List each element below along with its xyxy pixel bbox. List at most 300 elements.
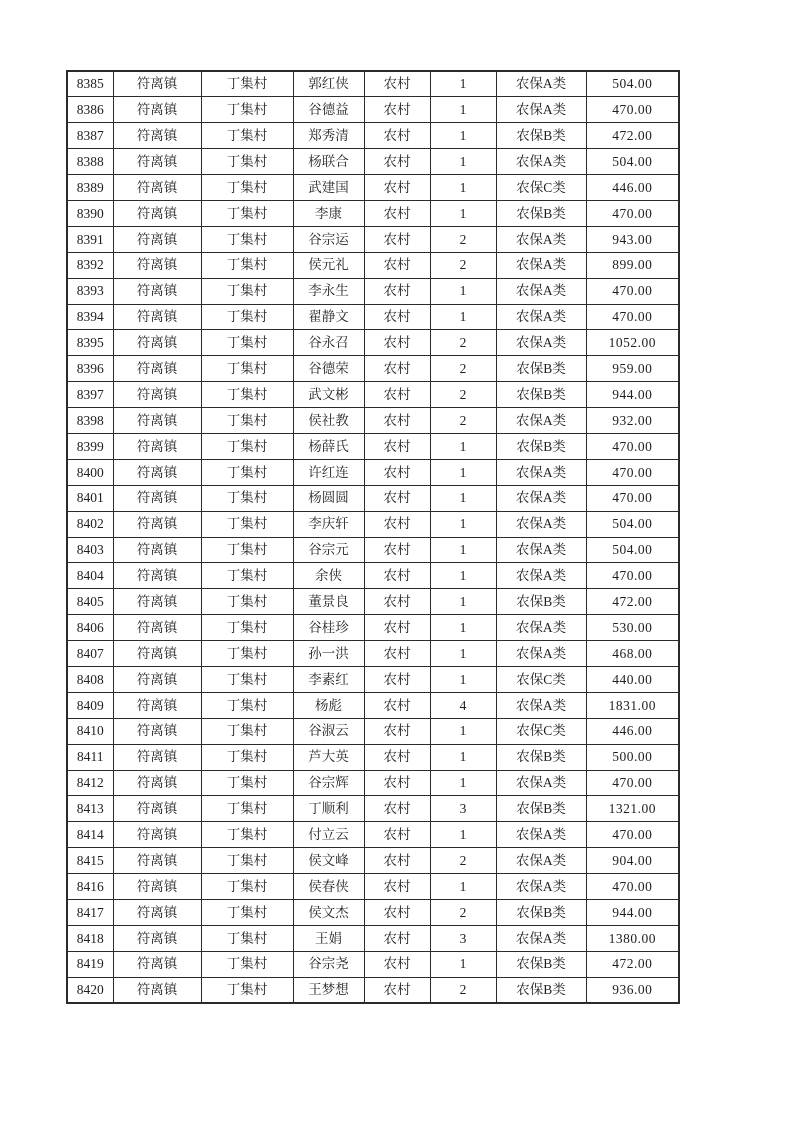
table-row <box>67 304 679 330</box>
table-row <box>67 252 679 278</box>
cell-insurance-category: 农保A类 <box>496 537 586 563</box>
cell-amount: 472.00 <box>586 951 679 977</box>
cell-row-number: 8408 <box>67 666 113 692</box>
cell-row-number: 8418 <box>67 925 113 951</box>
cell-insurance-category: 农保A类 <box>496 485 586 511</box>
cell-row-number: 8388 <box>67 149 113 175</box>
cell-town: 符离镇 <box>113 563 201 589</box>
cell-village: 丁集村 <box>201 796 293 822</box>
table-row <box>67 226 679 252</box>
cell-amount: 504.00 <box>586 511 679 537</box>
cell-row-number: 8405 <box>67 589 113 615</box>
cell-row-number: 8410 <box>67 718 113 744</box>
table-row <box>67 200 679 226</box>
cell-insurance-category: 农保B类 <box>496 796 586 822</box>
cell-person-name: 杨联合 <box>293 149 364 175</box>
cell-insurance-category: 农保A类 <box>496 692 586 718</box>
cell-village: 丁集村 <box>201 382 293 408</box>
cell-village: 丁集村 <box>201 563 293 589</box>
cell-residence-type: 农村 <box>364 666 430 692</box>
cell-village: 丁集村 <box>201 692 293 718</box>
cell-amount: 904.00 <box>586 848 679 874</box>
table-row <box>67 925 679 951</box>
cell-row-number: 8415 <box>67 848 113 874</box>
cell-person-count: 1 <box>430 459 496 485</box>
cell-person-count: 1 <box>430 123 496 149</box>
cell-amount: 959.00 <box>586 356 679 382</box>
cell-town: 符离镇 <box>113 97 201 123</box>
cell-person-name: 谷德荣 <box>293 356 364 382</box>
cell-row-number: 8395 <box>67 330 113 356</box>
table-row <box>67 175 679 201</box>
table-row <box>67 589 679 615</box>
cell-insurance-category: 农保C类 <box>496 666 586 692</box>
cell-village: 丁集村 <box>201 175 293 201</box>
cell-person-count: 1 <box>430 589 496 615</box>
cell-insurance-category: 农保A类 <box>496 641 586 667</box>
table-row <box>67 511 679 537</box>
cell-residence-type: 农村 <box>364 200 430 226</box>
cell-town: 符离镇 <box>113 848 201 874</box>
table-row <box>67 951 679 977</box>
cell-town: 符离镇 <box>113 226 201 252</box>
cell-person-count: 3 <box>430 925 496 951</box>
table-row <box>67 356 679 382</box>
cell-row-number: 8396 <box>67 356 113 382</box>
table-body <box>67 71 679 1003</box>
cell-person-count: 2 <box>430 330 496 356</box>
cell-residence-type: 农村 <box>364 796 430 822</box>
cell-village: 丁集村 <box>201 433 293 459</box>
cell-town: 符离镇 <box>113 925 201 951</box>
cell-insurance-category: 农保A类 <box>496 874 586 900</box>
cell-person-name: 武建国 <box>293 175 364 201</box>
insurance-payment-table <box>66 70 680 1004</box>
cell-town: 符离镇 <box>113 641 201 667</box>
cell-residence-type: 农村 <box>364 382 430 408</box>
cell-person-count: 1 <box>430 537 496 563</box>
cell-residence-type: 农村 <box>364 485 430 511</box>
cell-village: 丁集村 <box>201 71 293 97</box>
cell-village: 丁集村 <box>201 459 293 485</box>
table-row <box>67 123 679 149</box>
cell-insurance-category: 农保A类 <box>496 615 586 641</box>
cell-person-count: 1 <box>430 641 496 667</box>
cell-residence-type: 农村 <box>364 459 430 485</box>
cell-residence-type: 农村 <box>364 770 430 796</box>
cell-village: 丁集村 <box>201 951 293 977</box>
cell-village: 丁集村 <box>201 900 293 926</box>
table-row <box>67 615 679 641</box>
cell-amount: 440.00 <box>586 666 679 692</box>
cell-residence-type: 农村 <box>364 71 430 97</box>
cell-row-number: 8386 <box>67 97 113 123</box>
cell-person-count: 3 <box>430 796 496 822</box>
cell-town: 符离镇 <box>113 900 201 926</box>
cell-person-name: 李素红 <box>293 666 364 692</box>
cell-town: 符离镇 <box>113 71 201 97</box>
cell-person-count: 1 <box>430 951 496 977</box>
cell-person-name: 董景良 <box>293 589 364 615</box>
cell-residence-type: 农村 <box>364 925 430 951</box>
cell-insurance-category: 农保A类 <box>496 330 586 356</box>
cell-insurance-category: 农保B类 <box>496 900 586 926</box>
cell-residence-type: 农村 <box>364 356 430 382</box>
cell-village: 丁集村 <box>201 874 293 900</box>
cell-person-count: 1 <box>430 71 496 97</box>
cell-insurance-category: 农保A类 <box>496 848 586 874</box>
cell-village: 丁集村 <box>201 200 293 226</box>
cell-town: 符离镇 <box>113 304 201 330</box>
cell-town: 符离镇 <box>113 537 201 563</box>
cell-person-name: 王娟 <box>293 925 364 951</box>
cell-person-count: 2 <box>430 356 496 382</box>
cell-row-number: 8404 <box>67 563 113 589</box>
cell-residence-type: 农村 <box>364 641 430 667</box>
cell-town: 符离镇 <box>113 796 201 822</box>
cell-insurance-category: 农保A类 <box>496 149 586 175</box>
cell-person-count: 1 <box>430 563 496 589</box>
cell-village: 丁集村 <box>201 537 293 563</box>
table-row <box>67 692 679 718</box>
cell-person-name: 王梦想 <box>293 977 364 1003</box>
cell-row-number: 8385 <box>67 71 113 97</box>
cell-insurance-category: 农保A类 <box>496 770 586 796</box>
cell-town: 符离镇 <box>113 433 201 459</box>
cell-village: 丁集村 <box>201 304 293 330</box>
cell-insurance-category: 农保A类 <box>496 563 586 589</box>
cell-amount: 504.00 <box>586 149 679 175</box>
cell-person-name: 武文彬 <box>293 382 364 408</box>
cell-village: 丁集村 <box>201 278 293 304</box>
cell-town: 符离镇 <box>113 149 201 175</box>
cell-residence-type: 农村 <box>364 744 430 770</box>
cell-amount: 1831.00 <box>586 692 679 718</box>
cell-residence-type: 农村 <box>364 615 430 641</box>
cell-residence-type: 农村 <box>364 252 430 278</box>
table-row <box>67 433 679 459</box>
cell-row-number: 8400 <box>67 459 113 485</box>
table-row <box>67 330 679 356</box>
cell-row-number: 8391 <box>67 226 113 252</box>
cell-amount: 470.00 <box>586 822 679 848</box>
cell-person-count: 1 <box>430 511 496 537</box>
cell-village: 丁集村 <box>201 770 293 796</box>
cell-insurance-category: 农保B类 <box>496 951 586 977</box>
table-row <box>67 822 679 848</box>
cell-person-count: 2 <box>430 408 496 434</box>
cell-insurance-category: 农保C类 <box>496 175 586 201</box>
table-row <box>67 149 679 175</box>
cell-insurance-category: 农保B类 <box>496 382 586 408</box>
cell-insurance-category: 农保B类 <box>496 200 586 226</box>
cell-village: 丁集村 <box>201 848 293 874</box>
cell-person-name: 杨圆圆 <box>293 485 364 511</box>
cell-person-name: 侯文杰 <box>293 900 364 926</box>
table-row <box>67 770 679 796</box>
cell-village: 丁集村 <box>201 666 293 692</box>
cell-amount: 932.00 <box>586 408 679 434</box>
cell-residence-type: 农村 <box>364 123 430 149</box>
table-row <box>67 848 679 874</box>
cell-row-number: 8401 <box>67 485 113 511</box>
cell-residence-type: 农村 <box>364 278 430 304</box>
cell-row-number: 8403 <box>67 537 113 563</box>
cell-town: 符离镇 <box>113 459 201 485</box>
cell-amount: 1052.00 <box>586 330 679 356</box>
cell-amount: 1321.00 <box>586 796 679 822</box>
table-row <box>67 97 679 123</box>
cell-insurance-category: 农保A类 <box>496 511 586 537</box>
cell-person-name: 杨彪 <box>293 692 364 718</box>
cell-amount: 500.00 <box>586 744 679 770</box>
cell-person-count: 2 <box>430 900 496 926</box>
cell-row-number: 8411 <box>67 744 113 770</box>
cell-town: 符离镇 <box>113 175 201 201</box>
cell-residence-type: 农村 <box>364 149 430 175</box>
cell-residence-type: 农村 <box>364 97 430 123</box>
cell-person-name: 谷德益 <box>293 97 364 123</box>
cell-residence-type: 农村 <box>364 563 430 589</box>
cell-town: 符离镇 <box>113 951 201 977</box>
cell-person-name: 郑秀清 <box>293 123 364 149</box>
cell-town: 符离镇 <box>113 356 201 382</box>
cell-person-count: 1 <box>430 97 496 123</box>
cell-village: 丁集村 <box>201 97 293 123</box>
cell-person-name: 谷宗运 <box>293 226 364 252</box>
cell-amount: 899.00 <box>586 252 679 278</box>
cell-village: 丁集村 <box>201 641 293 667</box>
cell-town: 符离镇 <box>113 822 201 848</box>
cell-insurance-category: 农保A类 <box>496 71 586 97</box>
cell-residence-type: 农村 <box>364 874 430 900</box>
cell-person-name: 李永生 <box>293 278 364 304</box>
cell-person-count: 1 <box>430 433 496 459</box>
cell-person-name: 孙一洪 <box>293 641 364 667</box>
cell-person-count: 1 <box>430 615 496 641</box>
cell-village: 丁集村 <box>201 822 293 848</box>
cell-person-count: 1 <box>430 278 496 304</box>
cell-row-number: 8420 <box>67 977 113 1003</box>
table-row <box>67 641 679 667</box>
cell-town: 符离镇 <box>113 408 201 434</box>
table-row <box>67 563 679 589</box>
cell-residence-type: 农村 <box>364 511 430 537</box>
cell-amount: 530.00 <box>586 615 679 641</box>
cell-row-number: 8416 <box>67 874 113 900</box>
cell-insurance-category: 农保B类 <box>496 123 586 149</box>
cell-village: 丁集村 <box>201 615 293 641</box>
cell-village: 丁集村 <box>201 744 293 770</box>
cell-person-name: 侯社教 <box>293 408 364 434</box>
cell-village: 丁集村 <box>201 149 293 175</box>
cell-amount: 470.00 <box>586 770 679 796</box>
cell-person-name: 翟静文 <box>293 304 364 330</box>
cell-amount: 470.00 <box>586 433 679 459</box>
cell-amount: 944.00 <box>586 382 679 408</box>
cell-residence-type: 农村 <box>364 822 430 848</box>
cell-person-count: 4 <box>430 692 496 718</box>
cell-insurance-category: 农保A类 <box>496 822 586 848</box>
cell-town: 符离镇 <box>113 692 201 718</box>
table-row <box>67 744 679 770</box>
cell-residence-type: 农村 <box>364 900 430 926</box>
cell-amount: 468.00 <box>586 641 679 667</box>
cell-amount: 1380.00 <box>586 925 679 951</box>
cell-person-count: 1 <box>430 485 496 511</box>
table-row <box>67 796 679 822</box>
table-row <box>67 718 679 744</box>
cell-amount: 470.00 <box>586 874 679 900</box>
cell-person-count: 1 <box>430 770 496 796</box>
cell-insurance-category: 农保A类 <box>496 252 586 278</box>
cell-residence-type: 农村 <box>364 175 430 201</box>
cell-row-number: 8406 <box>67 615 113 641</box>
cell-village: 丁集村 <box>201 589 293 615</box>
table-row <box>67 977 679 1003</box>
cell-insurance-category: 农保B类 <box>496 433 586 459</box>
cell-village: 丁集村 <box>201 925 293 951</box>
cell-amount: 470.00 <box>586 304 679 330</box>
table-row <box>67 382 679 408</box>
cell-village: 丁集村 <box>201 356 293 382</box>
cell-insurance-category: 农保B类 <box>496 744 586 770</box>
cell-person-name: 李庆轩 <box>293 511 364 537</box>
cell-person-count: 1 <box>430 874 496 900</box>
cell-town: 符离镇 <box>113 200 201 226</box>
cell-amount: 504.00 <box>586 537 679 563</box>
cell-row-number: 8402 <box>67 511 113 537</box>
cell-person-count: 2 <box>430 226 496 252</box>
cell-town: 符离镇 <box>113 278 201 304</box>
cell-amount: 470.00 <box>586 278 679 304</box>
cell-residence-type: 农村 <box>364 589 430 615</box>
cell-residence-type: 农村 <box>364 408 430 434</box>
cell-town: 符离镇 <box>113 511 201 537</box>
cell-row-number: 8392 <box>67 252 113 278</box>
cell-person-name: 余侠 <box>293 563 364 589</box>
cell-residence-type: 农村 <box>364 718 430 744</box>
table-row <box>67 278 679 304</box>
cell-row-number: 8414 <box>67 822 113 848</box>
table-row <box>67 71 679 97</box>
cell-amount: 936.00 <box>586 977 679 1003</box>
cell-village: 丁集村 <box>201 408 293 434</box>
cell-person-name: 许红连 <box>293 459 364 485</box>
cell-residence-type: 农村 <box>364 537 430 563</box>
cell-person-name: 芦大英 <box>293 744 364 770</box>
cell-row-number: 8393 <box>67 278 113 304</box>
cell-town: 符离镇 <box>113 718 201 744</box>
cell-town: 符离镇 <box>113 874 201 900</box>
table-row <box>67 900 679 926</box>
cell-amount: 470.00 <box>586 485 679 511</box>
cell-village: 丁集村 <box>201 718 293 744</box>
table-row <box>67 874 679 900</box>
cell-insurance-category: 农保C类 <box>496 718 586 744</box>
cell-insurance-category: 农保B类 <box>496 589 586 615</box>
cell-village: 丁集村 <box>201 252 293 278</box>
cell-amount: 470.00 <box>586 563 679 589</box>
cell-village: 丁集村 <box>201 977 293 1003</box>
cell-person-name: 侯元礼 <box>293 252 364 278</box>
table-row <box>67 408 679 434</box>
cell-town: 符离镇 <box>113 744 201 770</box>
cell-insurance-category: 农保A类 <box>496 226 586 252</box>
cell-village: 丁集村 <box>201 485 293 511</box>
cell-person-count: 2 <box>430 977 496 1003</box>
cell-insurance-category: 农保A类 <box>496 925 586 951</box>
cell-amount: 470.00 <box>586 459 679 485</box>
table-row <box>67 485 679 511</box>
cell-row-number: 8409 <box>67 692 113 718</box>
cell-town: 符离镇 <box>113 977 201 1003</box>
cell-residence-type: 农村 <box>364 951 430 977</box>
cell-amount: 944.00 <box>586 900 679 926</box>
cell-village: 丁集村 <box>201 226 293 252</box>
cell-village: 丁集村 <box>201 123 293 149</box>
cell-amount: 472.00 <box>586 123 679 149</box>
cell-person-count: 1 <box>430 744 496 770</box>
cell-row-number: 8413 <box>67 796 113 822</box>
cell-amount: 472.00 <box>586 589 679 615</box>
cell-residence-type: 农村 <box>364 977 430 1003</box>
cell-amount: 446.00 <box>586 718 679 744</box>
cell-person-name: 谷宗元 <box>293 537 364 563</box>
cell-insurance-category: 农保A类 <box>496 97 586 123</box>
cell-residence-type: 农村 <box>364 692 430 718</box>
cell-town: 符离镇 <box>113 770 201 796</box>
cell-row-number: 8387 <box>67 123 113 149</box>
cell-town: 符离镇 <box>113 615 201 641</box>
cell-town: 符离镇 <box>113 589 201 615</box>
cell-row-number: 8407 <box>67 641 113 667</box>
cell-person-name: 谷永召 <box>293 330 364 356</box>
cell-person-name: 付立云 <box>293 822 364 848</box>
cell-row-number: 8399 <box>67 433 113 459</box>
cell-person-count: 1 <box>430 200 496 226</box>
cell-town: 符离镇 <box>113 123 201 149</box>
cell-amount: 446.00 <box>586 175 679 201</box>
cell-person-count: 1 <box>430 822 496 848</box>
cell-row-number: 8394 <box>67 304 113 330</box>
cell-village: 丁集村 <box>201 511 293 537</box>
cell-insurance-category: 农保A类 <box>496 408 586 434</box>
cell-person-count: 2 <box>430 848 496 874</box>
cell-row-number: 8397 <box>67 382 113 408</box>
cell-insurance-category: 农保B类 <box>496 977 586 1003</box>
cell-village: 丁集村 <box>201 330 293 356</box>
cell-residence-type: 农村 <box>364 304 430 330</box>
cell-insurance-category: 农保A类 <box>496 304 586 330</box>
cell-person-name: 郭红侠 <box>293 71 364 97</box>
cell-person-count: 1 <box>430 666 496 692</box>
cell-row-number: 8389 <box>67 175 113 201</box>
cell-residence-type: 农村 <box>364 226 430 252</box>
cell-insurance-category: 农保A类 <box>496 459 586 485</box>
cell-person-count: 1 <box>430 149 496 175</box>
cell-town: 符离镇 <box>113 330 201 356</box>
cell-person-name: 谷宗尧 <box>293 951 364 977</box>
cell-row-number: 8412 <box>67 770 113 796</box>
cell-person-name: 谷淑云 <box>293 718 364 744</box>
cell-person-count: 2 <box>430 382 496 408</box>
cell-insurance-category: 农保A类 <box>496 278 586 304</box>
cell-person-count: 1 <box>430 718 496 744</box>
cell-town: 符离镇 <box>113 382 201 408</box>
cell-person-name: 谷桂珍 <box>293 615 364 641</box>
cell-person-count: 1 <box>430 175 496 201</box>
